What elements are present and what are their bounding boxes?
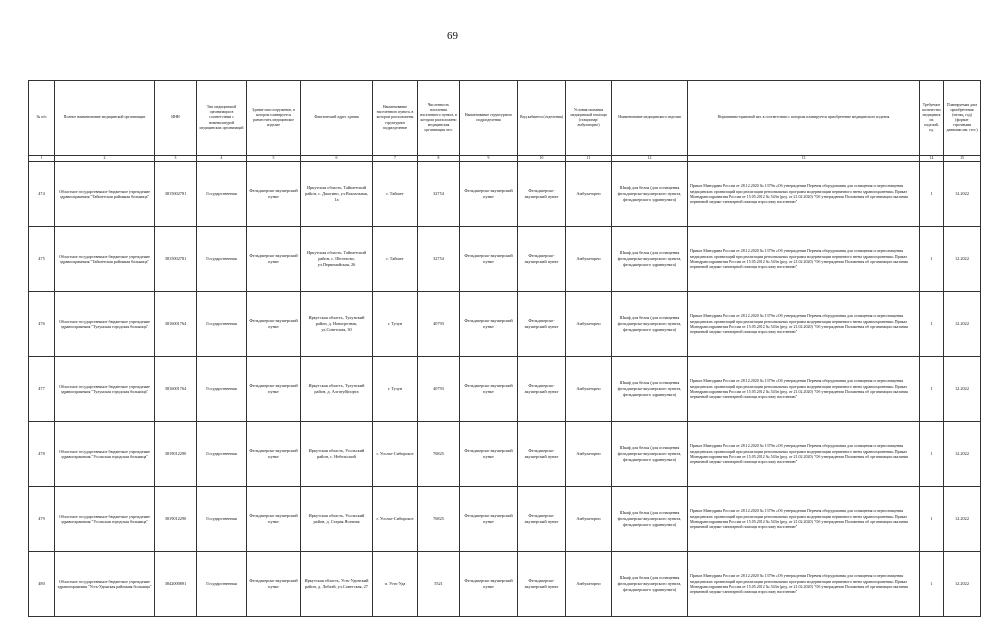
row-number-cell: 477 [29, 357, 55, 422]
inn-cell: 3815002781 [155, 227, 197, 292]
legal-act-cell: Приказ Минздрава России от 28.12.2020 № 1379н «Об утверждении Перечня оборудования для оснащения и переоснащения медицинских организаций при реализации региональных программ модернизации первичного звена здравоохранения» Приказ Минздравсоцразвития России от 15.05.2012 № 543н (ред. от 21.02.2020) "Об утверждении Положения об организации оказания первичной медико-санитарной помощи взрослому населению" [688, 292, 920, 357]
column-number: 4 [197, 156, 247, 162]
column-number: 9 [460, 156, 518, 162]
building-cell: Фельдшерско-акушерский пункт [247, 487, 301, 552]
structural-unit-cell: Фельдшерско-акушерский пункт [460, 162, 518, 227]
column-header: Фактический адрес здания [301, 81, 373, 156]
organization-name-cell: Областное государственное бюджетное учреждение здравоохранения "Усть-Удинская районная больница" [55, 552, 155, 617]
cabinet-cell: Фельдшерско-акушерский пункт [518, 422, 566, 487]
structural-unit-cell: Фельдшерско-акушерский пункт [460, 227, 518, 292]
address-cell: Иркутская область, Усть-Удинский район, д. Лобаэй, ул.Советская, 27 [301, 552, 373, 617]
structural-unit-cell: Фельдшерско-акушерский пункт [460, 292, 518, 357]
column-number: 12 [612, 156, 688, 162]
purchase-date-cell: 12.2022 [944, 227, 981, 292]
purchase-date-cell: 12.2022 [944, 292, 981, 357]
building-cell: Фельдшерско-акушерский пункт [247, 357, 301, 422]
column-header: Наименование населенного пункта, в котором расположены структурное подразделение [373, 81, 418, 156]
column-header: Наименование медицинского изделия [612, 81, 688, 156]
row-number-cell: 474 [29, 162, 55, 227]
care-conditions-cell: Амбулаторно [566, 227, 612, 292]
care-conditions-cell: Амбулаторно [566, 487, 612, 552]
legal-act-cell: Приказ Минздрава России от 28.12.2020 № 1379н «Об утверждении Перечня оборудования для оснащения и переоснащения медицинских организаций при реализации региональных программ модернизации первичного звена здравоохранения» Приказ Минздравсоцразвития России от 15.05.2012 № 543н (ред. от 21.02.2020) "Об утверждении Положения об организации оказания первичной медико-санитарной помощи взрослому населению" [688, 357, 920, 422]
page-number: 69 [447, 30, 458, 42]
care-conditions-cell: Амбулаторно [566, 422, 612, 487]
locality-cell: г. Тулун [373, 357, 418, 422]
quantity-cell: 1 [920, 552, 944, 617]
address-cell: Иркутская область, Тулунский район, д. Алгатуй(порта [301, 357, 373, 422]
column-header: Наименование структурного подразделения [460, 81, 518, 156]
address-cell: Иркутская область, Усольский район, д. Старая Ясачная [301, 487, 373, 552]
organization-name-cell: Областное государственное бюджетное учреждение здравоохранения "Тулунская городская больница" [55, 292, 155, 357]
column-header: Численность населения населенного пункта, в котором расположено медицинская организация чел. [418, 81, 460, 156]
device-name-cell: Шкаф для белья (для оснащения фельдшерско-акушерского пункта, фельдшерского здравпункта) [612, 422, 688, 487]
organization-type-cell: Государственная [197, 162, 247, 227]
purchase-date-cell: 12.2022 [944, 357, 981, 422]
population-cell: 32754 [418, 227, 460, 292]
purchase-date-cell: 12.2022 [944, 162, 981, 227]
population-cell: 40793 [418, 292, 460, 357]
column-number: 1 [29, 156, 55, 162]
structural-unit-cell: Фельдшерско-акушерский пункт [460, 422, 518, 487]
inn-cell: 3842000891 [155, 552, 197, 617]
locality-cell: г. Тайшет [373, 227, 418, 292]
table-row [29, 227, 981, 292]
cabinet-cell: Фельдшерско-акушерский пункт [518, 292, 566, 357]
column-header: Тип медицинской организации в соответствии с номенклатурой медицинских организаций [197, 81, 247, 156]
column-number: 8 [418, 156, 460, 162]
column-number: 6 [301, 156, 373, 162]
inn-cell: 3819012290 [155, 487, 197, 552]
column-number: 15 [944, 156, 981, 162]
cabinet-cell: Фельдшерско-акушерский пункт [518, 487, 566, 552]
row-number-cell: 475 [29, 227, 55, 292]
organization-type-cell: Государственная [197, 292, 247, 357]
organization-type-cell: Государственная [197, 487, 247, 552]
device-name-cell: Шкаф для белья (для оснащения фельдшерско-акушерского пункта, фельдшерского здравпункта) [612, 227, 688, 292]
population-cell: 32754 [418, 162, 460, 227]
column-header: № п/п [29, 81, 55, 156]
column-header: Нормативно-правовой акт, в соответствии с которым планируется приобретение медицинского изделия [688, 81, 920, 156]
column-header: ИНН [155, 81, 197, 156]
inn-cell: 3816001764 [155, 357, 197, 422]
quantity-cell: 1 [920, 357, 944, 422]
care-conditions-cell: Амбулаторно [566, 552, 612, 617]
cabinet-cell: Фельдшерско-акушерский пункт [518, 552, 566, 617]
column-number: 7 [373, 156, 418, 162]
column-number: 11 [566, 156, 612, 162]
quantity-cell: 1 [920, 292, 944, 357]
purchase-date-cell: 12.2022 [944, 487, 981, 552]
column-number: 5 [247, 156, 301, 162]
care-conditions-cell: Амбулаторно [566, 292, 612, 357]
organization-name-cell: Областное государственное бюджетное учреждение здравоохранения "Тайшетская районная больница" [55, 162, 155, 227]
organization-name-cell: Областное государственное бюджетное учреждение здравоохранения "Тулунская городская больница" [55, 357, 155, 422]
organization-name-cell: Областное государственное бюджетное учреждение здравоохранения "Тайшетская районная больница" [55, 227, 155, 292]
quantity-cell: 1 [920, 162, 944, 227]
row-number-cell: 478 [29, 422, 55, 487]
row-number-cell: 480 [29, 552, 55, 617]
building-cell: Фельдшерско-акушерский пункт [247, 227, 301, 292]
building-cell: Фельдшерско-акушерский пункт [247, 292, 301, 357]
population-cell: 40793 [418, 357, 460, 422]
column-number: 14 [920, 156, 944, 162]
column-header: Вид кабинета (отделения) [518, 81, 566, 156]
header-row [29, 81, 981, 156]
table-row [29, 552, 981, 617]
locality-cell: г. Тулун [373, 292, 418, 357]
column-number: 13 [688, 156, 920, 162]
address-cell: Иркутская область, Тулунский район, д. Новогрезнак, ул.Советская, 30 [301, 292, 373, 357]
column-number: 2 [55, 156, 155, 162]
population-cell: 76825 [418, 422, 460, 487]
organization-name-cell: Областное государственное бюджетное учреждение здравоохранения "Усольская городская больница" [55, 422, 155, 487]
column-header: Планируемая дата приобретения (месяц, год) (формат строчными данными мм. гггг.) [944, 81, 981, 156]
building-cell: Фельдшерско-акушерский пункт [247, 162, 301, 227]
column-header: Полное наименование медицинской организации [55, 81, 155, 156]
locality-cell: г. Тайшет [373, 162, 418, 227]
quantity-cell: 1 [920, 422, 944, 487]
table-row [29, 422, 981, 487]
inn-cell: 3819012290 [155, 422, 197, 487]
device-name-cell: Шкаф для белья (для оснащения фельдшерско-акушерского пункта, фельдшерского здравпункта) [612, 292, 688, 357]
column-number: 3 [155, 156, 197, 162]
inn-cell: 3815002781 [155, 162, 197, 227]
organization-name-cell: Областное государственное бюджетное учреждение здравоохранения "Усольская городская больница" [55, 487, 155, 552]
inn-cell: 3816001764 [155, 292, 197, 357]
cabinet-cell: Фельдшерско-акушерский пункт [518, 162, 566, 227]
column-number: 10 [518, 156, 566, 162]
organization-type-cell: Государственная [197, 357, 247, 422]
purchase-date-cell: 12.2022 [944, 422, 981, 487]
legal-act-cell: Приказ Минздрава России от 28.12.2020 № 1379н «Об утверждении Перечня оборудования для оснащения и переоснащения медицинских организаций при реализации региональных программ модернизации первичного звена здравоохранения» Приказ Минздравсоцразвития России от 15.05.2012 № 543н (ред. от 21.02.2020) "Об утверждении Положения об организации оказания первичной медико-санитарной помощи взрослому населению" [688, 227, 920, 292]
row-number-cell: 479 [29, 487, 55, 552]
cabinet-cell: Фельдшерско-акушерский пункт [518, 227, 566, 292]
building-cell: Фельдшерско-акушерский пункт [247, 422, 301, 487]
quantity-cell: 1 [920, 227, 944, 292]
device-name-cell: Шкаф для белья (для оснащения фельдшерско-акушерского пункта, фельдшерского здравпункта) [612, 487, 688, 552]
population-cell: 76825 [418, 487, 460, 552]
locality-cell: п. Усть-Уда [373, 552, 418, 617]
device-name-cell: Шкаф для белья (для оснащения фельдшерско-акушерского пункта, фельдшерского здравпункта) [612, 162, 688, 227]
table-row [29, 357, 981, 422]
device-name-cell: Шкаф для белья (для оснащения фельдшерско-акушерского пункта, фельдшерского здравпункта) [612, 552, 688, 617]
care-conditions-cell: Амбулаторно [566, 162, 612, 227]
address-cell: Иркутская область, Тайшетский район, с. Шелехово, ул.Первомайская, 26 [301, 227, 373, 292]
structural-unit-cell: Фельдшерско-акушерский пункт [460, 552, 518, 617]
table-body [29, 162, 981, 617]
care-conditions-cell: Амбулаторно [566, 357, 612, 422]
table-row [29, 162, 981, 227]
cabinet-cell: Фельдшерско-акушерский пункт [518, 357, 566, 422]
structural-unit-cell: Фельдшерско-акушерский пункт [460, 357, 518, 422]
purchase-date-cell: 12.2022 [944, 552, 981, 617]
locality-cell: г. Усолье-Сибирское [373, 487, 418, 552]
organization-type-cell: Государственная [197, 422, 247, 487]
column-header: Здание или сооружение, в котором планируется разместить медицинское изделие [247, 81, 301, 156]
column-header: Условия оказания медицинской помощи (стационар/амбулаторно) [566, 81, 612, 156]
legal-act-cell: Приказ Минздрава России от 28.12.2020 № 1379н «Об утверждении Перечня оборудования для оснащения и переоснащения медицинских организаций при реализации региональных программ модернизации первичного звена здравоохранения» Приказ Минздравсоцразвития России от 15.05.2012 № 543н (ред. от 21.02.2020) "Об утверждении Положения об организации оказания первичной медико-санитарной помощи взрослому населению" [688, 162, 920, 227]
address-cell: Иркутская область, Усольский район, с. Небельский [301, 422, 373, 487]
row-number-cell: 476 [29, 292, 55, 357]
table-row [29, 292, 981, 357]
structural-unit-cell: Фельдшерско-акушерский пункт [460, 487, 518, 552]
equipment-register-table [28, 80, 981, 617]
building-cell: Фельдшерско-акушерский пункт [247, 552, 301, 617]
legal-act-cell: Приказ Минздрава России от 28.12.2020 № 1379н «Об утверждении Перечня оборудования для оснащения и переоснащения медицинских организаций при реализации региональных программ модернизации первичного звена здравоохранения» Приказ Минздравсоцразвития России от 15.05.2012 № 543н (ред. от 21.02.2020) "Об утверждении Положения об организации оказания первичной медико-санитарной помощи взрослому населению" [688, 487, 920, 552]
quantity-cell: 1 [920, 487, 944, 552]
table-row [29, 487, 981, 552]
column-header: Требуемое количество медицинских изделий, ед. [920, 81, 944, 156]
organization-type-cell: Государственная [197, 227, 247, 292]
legal-act-cell: Приказ Минздрава России от 28.12.2020 № 1379н «Об утверждении Перечня оборудования для оснащения и переоснащения медицинских организаций при реализации региональных программ модернизации первичного звена здравоохранения» Приказ Минздравсоцразвития России от 15.05.2012 № 543н (ред. от 21.02.2020) "Об утверждении Положения об организации оказания первичной медико-санитарной помощи взрослому населению" [688, 552, 920, 617]
locality-cell: г. Усолье-Сибирское [373, 422, 418, 487]
population-cell: 5521 [418, 552, 460, 617]
organization-type-cell: Государственная [197, 552, 247, 617]
address-cell: Иркутская область, Тайшетский район, с. Джогино, ул.Вокзальная, 1а [301, 162, 373, 227]
device-name-cell: Шкаф для белья (для оснащения фельдшерско-акушерского пункта, фельдшерского здравпункта) [612, 357, 688, 422]
legal-act-cell: Приказ Минздрава России от 28.12.2020 № 1379н «Об утверждении Перечня оборудования для оснащения и переоснащения медицинских организаций при реализации региональных программ модернизации первичного звена здравоохранения» Приказ Минздравсоцразвития России от 15.05.2012 № 543н (ред. от 21.02.2020) "Об утверждении Положения об организации оказания первичной медико-санитарной помощи взрослому населению" [688, 422, 920, 487]
